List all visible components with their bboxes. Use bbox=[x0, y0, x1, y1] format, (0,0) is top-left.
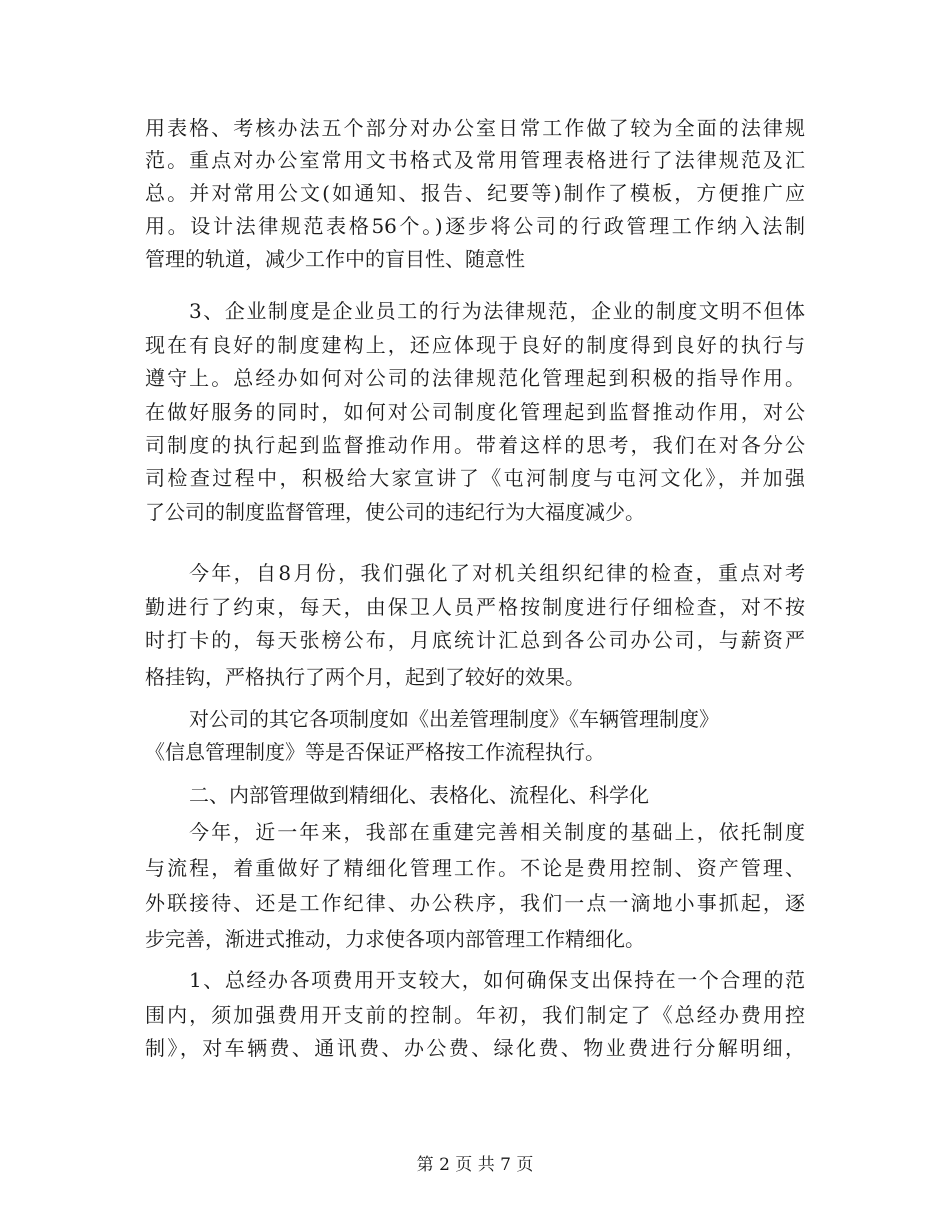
text-line: 1、总经办各项费用开支较大，如何确保支出保持在一个合理的范 bbox=[189, 968, 805, 992]
text-line: 时打卡的，每天张榜公布，月底统计汇总到各公司办公司，与薪资严 bbox=[145, 628, 805, 652]
text-line: 今年，近一年来，我部在重建完善相关制度的基础上，依托制度 bbox=[189, 820, 805, 844]
text-line: 总。并对常用公文(如通知、报告、纪要等)制作了模板，方便推广应 bbox=[145, 181, 805, 205]
text-line: 现在有良好的制度建构上，还应体现于良好的制度得到良好的执行与 bbox=[145, 333, 805, 357]
text-line: 对公司的其它各项制度如《出差管理制度》《车辆管理制度》 bbox=[189, 707, 719, 731]
text-line: 在做好服务的同时，如何对公司制度化管理起到监督推动作用，对公 bbox=[145, 400, 805, 424]
text-line: 用。设计法律规范表格56个。)逐步将公司的行政管理工作纳入法制 bbox=[145, 214, 805, 238]
text-line: 勤进行了约束，每天，由保卫人员严格按制度进行仔细检查，对不按 bbox=[145, 595, 805, 619]
page-footer bbox=[0, 1151, 950, 1179]
text-line: 《信息管理制度》等是否保证严格按工作流程执行。 bbox=[145, 740, 605, 764]
text-line: 司制度的执行起到监督推动作用。带着这样的思考，我们在对各分公 bbox=[145, 433, 805, 457]
text-line: 步完善，渐进式推动，力求使各项内部管理工作精细化。 bbox=[145, 927, 645, 951]
page-indicator: 第 2 页 共 7 页 bbox=[416, 1155, 534, 1175]
text-line: 范。重点对办公室常用文书格式及常用管理表格进行了法律规范及汇 bbox=[145, 148, 805, 172]
text-line: 今年，自8月份，我们强化了对机关组织纪律的检查，重点对考 bbox=[189, 561, 805, 585]
text-line: 二、内部管理做到精细化、表格化、流程化、科学化 bbox=[189, 783, 649, 807]
text-line: 围内，须加强费用开支前的控制。年初，我们制定了《总经办费用控 bbox=[145, 1003, 805, 1027]
text-line: 用表格、考核办法五个部分对办公室日常工作做了较为全面的法律规 bbox=[145, 116, 805, 140]
text-line: 管理的轨道，减少工作中的盲目性、随意性 bbox=[145, 247, 525, 271]
text-line: 与流程，着重做好了精细化管理工作。不论是费用控制、资产管理、 bbox=[145, 856, 805, 880]
text-line: 了公司的制度监督管理，使公司的违纪行为大福度减少。 bbox=[145, 500, 645, 524]
text-line: 3、企业制度是企业员工的行为法律规范，企业的制度文明不但体 bbox=[189, 299, 805, 323]
text-line: 遵守上。总经办如何对公司的法律规范化管理起到积极的指导作用。 bbox=[145, 366, 805, 390]
text-line: 外联接待、还是工作纪律、办公秩序，我们一点一滴地小事抓起，逐 bbox=[145, 891, 805, 915]
text-line: 格挂钩，严格执行了两个月，起到了较好的效果。 bbox=[145, 665, 585, 689]
text-line: 司检查过程中，积极给大家宣讲了《屯河制度与屯河文化》，并加强 bbox=[145, 466, 805, 490]
text-line: 制》，对车辆费、通讯费、办公费、绿化费、物业费进行分解明细， bbox=[145, 1036, 805, 1060]
